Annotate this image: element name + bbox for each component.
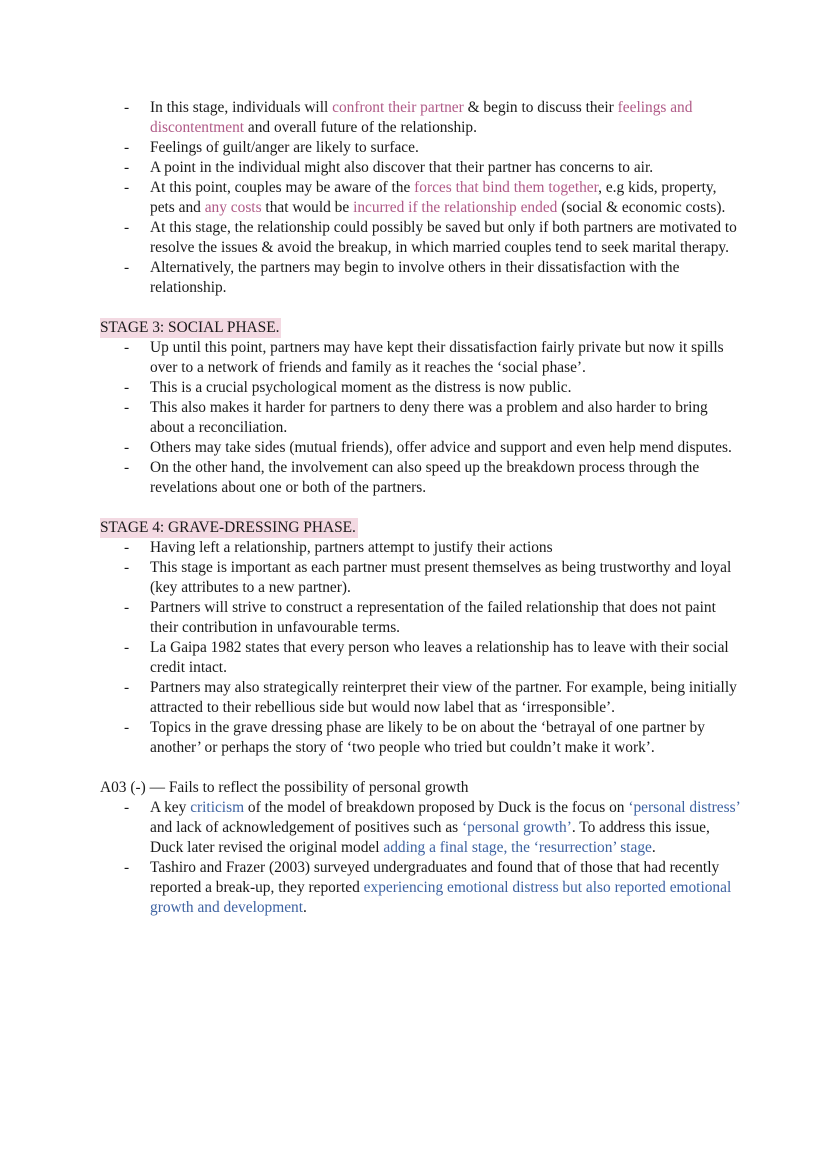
ao3-section xyxy=(100,778,740,918)
highlighted-text: adding a final stage, the ‘resurrection’ stage xyxy=(383,839,652,856)
text-segment: In this stage, individuals will xyxy=(150,99,333,116)
stage4-bullet-list xyxy=(100,538,740,758)
dash-bullet-icon: - xyxy=(124,259,130,276)
bullet-item xyxy=(100,718,740,758)
text-segment: A key xyxy=(150,799,191,816)
bullet-item xyxy=(100,458,740,498)
text-segment: Having left a relationship, partners attempt to justify their actions xyxy=(150,539,553,556)
bullet-item xyxy=(100,438,740,458)
dash-bullet-icon: - xyxy=(124,139,130,156)
bullet-item xyxy=(100,138,740,158)
bullet-item xyxy=(100,538,740,558)
stage2-bullet-list xyxy=(100,98,740,298)
bullet-item xyxy=(100,858,740,918)
dash-bullet-icon: - xyxy=(124,219,130,236)
stage3-bullet-list xyxy=(100,338,740,498)
text-segment: Topics in the grave dressing phase are likely to be on about the ‘betrayal of one partner by another’ or perhaps the story of ‘two people who tried but couldn’t make it work’. xyxy=(150,719,705,756)
bullet-item xyxy=(100,678,740,718)
ao3-bullet-list xyxy=(100,798,740,918)
highlighted-text: ‘personal growth’ xyxy=(462,819,572,836)
text-segment: This is a crucial psychological moment as the distress is now public. xyxy=(150,379,572,396)
dash-bullet-icon: - xyxy=(124,439,130,456)
bullet-item xyxy=(100,158,740,178)
stage3-section xyxy=(100,318,740,498)
stage4-heading: STAGE 4: GRAVE-DRESSING PHASE. xyxy=(100,519,356,536)
text-segment: Feelings of guilt/anger are likely to surface. xyxy=(150,139,419,156)
text-segment: On the other hand, the involvement can also speed up the breakdown process through the revelations about one or both of the partners. xyxy=(150,459,700,496)
highlighted-text: forces that bind them together xyxy=(414,179,599,196)
highlighted-text: experiencing emotional distress but also reported emotional growth and development xyxy=(150,879,732,916)
stage4-section xyxy=(100,518,740,758)
text-segment: , e.g kids, property, pets and xyxy=(150,179,717,216)
highlighted-text: confront their partner xyxy=(332,99,464,116)
dash-bullet-icon: - xyxy=(124,719,130,736)
bullet-item xyxy=(100,398,740,438)
text-segment: This stage is important as each partner must present themselves as being trustworthy and loyal (key attributes to a new partner). xyxy=(150,559,732,596)
text-segment: and overall future of the relationship. xyxy=(244,119,477,136)
text-segment: Tashiro and Frazer (2003) surveyed undergraduates and found that of those that had recently reported a break-up, they reported xyxy=(150,859,720,896)
ao3-heading: A03 (-) — Fails to reflect the possibility of personal growth xyxy=(100,779,469,796)
bullet-item xyxy=(100,378,740,398)
highlighted-text: criticism xyxy=(190,799,245,816)
text-segment: and lack of acknowledgement of positives such as xyxy=(150,819,462,836)
stage3-heading: STAGE 3: SOCIAL PHASE. xyxy=(100,319,280,336)
dash-bullet-icon: - xyxy=(124,379,130,396)
text-segment: A point in the individual might also discover that their partner has concerns to air. xyxy=(150,159,654,176)
bullet-item xyxy=(100,98,740,138)
text-segment: (social & economic costs). xyxy=(557,199,726,216)
text-segment: . xyxy=(303,899,307,916)
text-segment: that would be xyxy=(261,199,354,216)
bullet-item xyxy=(100,218,740,258)
text-segment: & begin to discuss their xyxy=(463,99,618,116)
text-segment: La Gaipa 1982 states that every person who leaves a relationship has to leave with their social credit intact. xyxy=(150,639,729,676)
dash-bullet-icon: - xyxy=(124,679,130,696)
text-segment: . To address this issue, Duck later revised the original model xyxy=(150,819,710,856)
dash-bullet-icon: - xyxy=(124,179,130,196)
dash-bullet-icon: - xyxy=(124,559,130,576)
text-segment: At this point, couples may be aware of the xyxy=(150,179,415,196)
dash-bullet-icon: - xyxy=(124,799,130,816)
dash-bullet-icon: - xyxy=(124,339,130,356)
bullet-item xyxy=(100,178,740,218)
bullet-item xyxy=(100,338,740,378)
highlighted-text: ‘personal distress’ xyxy=(628,799,740,816)
dash-bullet-icon: - xyxy=(124,459,130,476)
text-segment: Partners may also strategically reinterpret their view of the partner. For example, being initially attracted to their rebellious side but would now label that as ‘irresponsible’. xyxy=(150,679,737,716)
text-segment: Others may take sides (mutual friends), offer advice and support and even help mend disputes. xyxy=(150,439,732,456)
bullet-item xyxy=(100,558,740,598)
bullet-item xyxy=(100,598,740,638)
dash-bullet-icon: - xyxy=(124,859,130,876)
text-segment: At this stage, the relationship could possibly be saved but only if both partners are motivated to resolve the issues & avoid the breakup, in which married couples tend to seek marital therapy. xyxy=(150,219,737,256)
bullet-item xyxy=(100,638,740,678)
dash-bullet-icon: - xyxy=(124,599,130,616)
bullet-item xyxy=(100,798,740,858)
highlighted-text: any costs xyxy=(204,199,262,216)
text-segment: This also makes it harder for partners to deny there was a problem and also harder to bring about a reconciliation. xyxy=(150,399,708,436)
text-segment: Up until this point, partners may have kept their dissatisfaction fairly private but now it spills over to a network of friends and family as it reaches the ‘social phase’. xyxy=(150,339,724,376)
text-segment: Partners will strive to construct a representation of the failed relationship that does not paint their contribution in unfavourable terms. xyxy=(150,599,716,636)
text-segment: of the model of breakdown proposed by Duck is the focus on xyxy=(244,799,629,816)
dash-bullet-icon: - xyxy=(124,399,130,416)
dash-bullet-icon: - xyxy=(124,539,130,556)
highlighted-text: incurred if the relationship ended xyxy=(353,199,558,216)
highlighted-text: feelings and discontentment xyxy=(150,99,693,136)
dash-bullet-icon: - xyxy=(124,159,130,176)
dash-bullet-icon: - xyxy=(124,99,130,116)
text-segment: Alternatively, the partners may begin to involve others in their dissatisfaction with the relationship. xyxy=(150,259,680,296)
bullet-item xyxy=(100,258,740,298)
text-segment: . xyxy=(651,839,656,856)
dash-bullet-icon: - xyxy=(124,639,130,656)
